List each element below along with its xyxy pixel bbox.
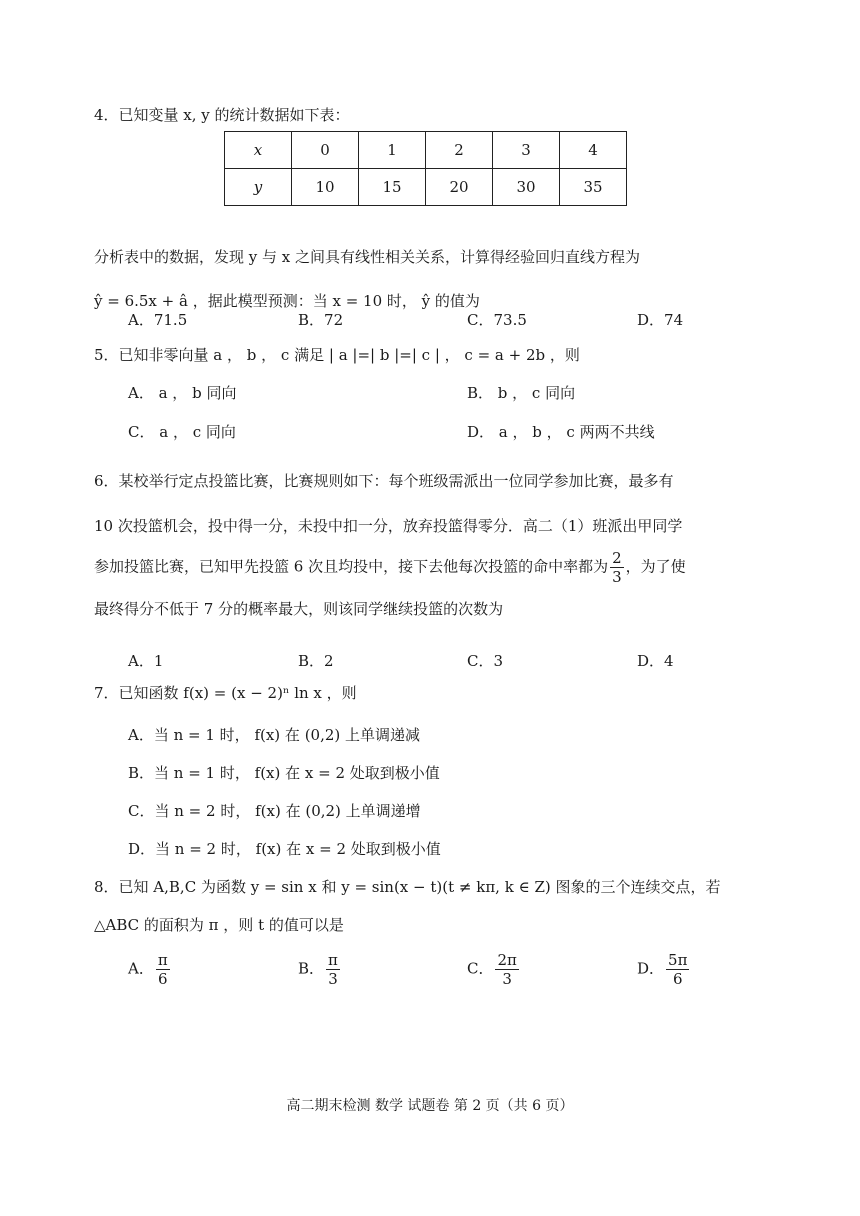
q7-option-c[interactable]: C．当 n = 2 时， f(x) 在 (0,2) 上单调递增 [128, 802, 421, 820]
option-fraction [495, 951, 518, 988]
table-cell: 2 [426, 132, 493, 169]
q6-line-2: 10 次投篮机会，投中得一分，未投中扣一分，放弃投篮得零分．高二（1）班派出甲同学 [94, 517, 683, 535]
table-cell: 0 [292, 132, 359, 169]
table-header-y: y [225, 169, 292, 206]
q6-line-3-before: 参加投篮比赛，已知甲先投篮 6 次且均投中，接下去他每次投篮的命中率都为 [94, 557, 609, 576]
q4-option-d[interactable]: D．74 [637, 311, 684, 329]
option-fraction [666, 951, 689, 988]
q4-text-1: 分析表中的数据，发现 y 与 x 之间具有线性相关关系，计算得经验回归直线方程为 [94, 248, 641, 266]
q4-data-table [224, 131, 627, 206]
table-cell: 1 [359, 132, 426, 169]
option-letter: B． [298, 959, 325, 978]
q7-option-b[interactable]: B．当 n = 1 时， f(x) 在 x = 2 处取到极小值 [128, 764, 440, 782]
q6-line-1: 6．某校举行定点投篮比赛，比赛规则如下：每个班级需派出一位同学参加比赛，最多有 [94, 472, 674, 490]
option-fraction [326, 951, 340, 988]
q6-option-d[interactable]: D．4 [637, 652, 674, 670]
q6-option-a[interactable]: A．1 [128, 652, 164, 670]
q7-stem: 7．已知函数 f(x) = (x − 2)ⁿ ln x ，则 [94, 684, 357, 702]
table-row-y [225, 169, 627, 206]
q8-line-2: △ABC 的面积为 π ，则 t 的值可以是 [94, 916, 344, 934]
q6-option-b[interactable]: B．2 [298, 652, 334, 670]
table-cell: 30 [493, 169, 560, 206]
table-header-x: x [225, 132, 292, 169]
table-cell: 35 [560, 169, 627, 206]
fraction-denominator: 3 [502, 970, 512, 988]
fraction-denominator: 3 [612, 568, 622, 586]
q8-option-d[interactable] [637, 951, 691, 988]
option-letter: C． [467, 959, 494, 978]
q8-option-c[interactable] [467, 951, 521, 988]
q4-option-c[interactable]: C．73.5 [467, 311, 527, 329]
fraction-denominator: 3 [328, 970, 338, 988]
option-fraction [156, 951, 170, 988]
table-cell: 20 [426, 169, 493, 206]
q4-stem: 4．已知变量 x, y 的统计数据如下表： [94, 106, 350, 124]
q7-option-a[interactable]: A．当 n = 1 时， f(x) 在 (0,2) 上单调递减 [128, 726, 421, 744]
q5-option-c[interactable]: C． a ， c 同向 [128, 423, 236, 441]
fraction-numerator: 5π [668, 951, 688, 969]
fraction-numerator: π [157, 951, 168, 969]
table-row-x [225, 132, 627, 169]
q8-line-1: 8．已知 A,B,C 为函数 y = sin x 和 y = sin(x − t)(t ≠ kπ, k ∈ Z) 图象的三个连续交点，若 [94, 878, 721, 896]
q8-option-a[interactable] [128, 951, 172, 988]
q6-option-c[interactable]: C．3 [467, 652, 504, 670]
q7-option-d[interactable]: D．当 n = 2 时， f(x) 在 x = 2 处取到极小值 [128, 840, 441, 858]
table-cell: 3 [493, 132, 560, 169]
table-cell: 15 [359, 169, 426, 206]
table-cell: 4 [560, 132, 627, 169]
q8-option-b[interactable] [298, 951, 342, 988]
fraction-denominator: 6 [158, 970, 168, 988]
q6-fraction [610, 549, 624, 586]
table-cell: 10 [292, 169, 359, 206]
q4-text-2: ŷ = 6.5x + â ，据此模型预测：当 x = 10 时， ŷ 的值为 [94, 292, 480, 310]
option-letter: A． [128, 959, 154, 978]
q6-line-3 [94, 549, 686, 586]
q6-line-4: 最终得分不低于 7 分的概率最大，则该同学继续投篮的次数为 [94, 600, 504, 618]
q6-line-3-after: ，为了使 [625, 557, 686, 576]
q4-option-a[interactable]: A．71.5 [128, 311, 188, 329]
page-footer: 高二期末检测 数学 试题卷 第 2 页（共 6 页） [286, 1098, 574, 1114]
q5-option-a[interactable]: A． a ， b 同向 [128, 384, 237, 402]
fraction-numerator: π [328, 951, 338, 969]
q4-option-b[interactable]: B．72 [298, 311, 344, 329]
q5-option-b[interactable]: B． b ， c 同向 [467, 384, 576, 402]
fraction-numerator: 2 [612, 549, 622, 567]
fraction-denominator: 6 [672, 970, 683, 988]
q5-stem: 5．已知非零向量 a ， b ， c 满足 | a |=| b |=| c | ， c = a + 2b ，则 [94, 346, 580, 364]
option-letter: D． [637, 959, 665, 978]
q5-option-d[interactable]: D． a ， b ， c 两两不共线 [467, 423, 655, 441]
fraction-numerator: 2π [497, 951, 517, 969]
